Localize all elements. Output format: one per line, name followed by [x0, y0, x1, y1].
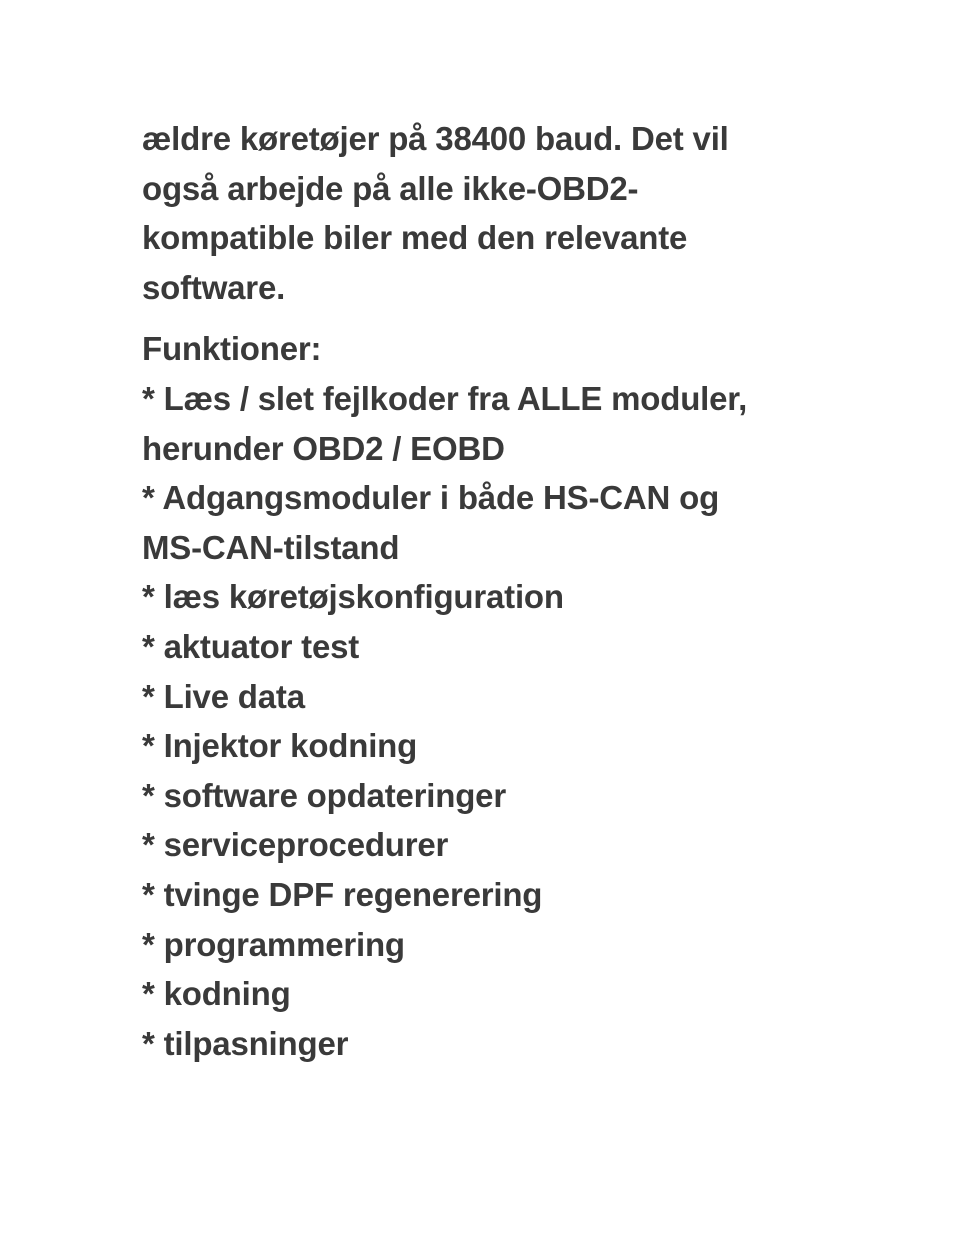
- feature-item: [142, 771, 822, 821]
- feature-item: [142, 870, 822, 920]
- feature-line: * serviceprocedurer: [142, 826, 449, 864]
- feature-item: [142, 920, 822, 970]
- feature-line: herunder OBD2 / EOBD: [142, 429, 505, 467]
- document-page: [142, 114, 822, 1068]
- feature-item: [142, 1019, 822, 1069]
- features-heading: Funktioner:: [142, 330, 322, 368]
- feature-item: [142, 672, 822, 722]
- intro-line: software.: [142, 268, 286, 306]
- intro-line: kompatible biler med den relevante: [142, 219, 688, 257]
- feature-item: [142, 572, 822, 622]
- feature-line: * programmering: [142, 925, 405, 963]
- feature-line: * læs køretøjskonfiguration: [142, 578, 564, 616]
- feature-line: * Læs / slet fejlkoder fra ALLE moduler,: [142, 379, 748, 417]
- features-list: [142, 374, 822, 1068]
- feature-line: * tilpasninger: [142, 1024, 349, 1062]
- feature-item: [142, 969, 822, 1019]
- feature-item: [142, 473, 822, 572]
- feature-item: [142, 622, 822, 672]
- feature-item: [142, 721, 822, 771]
- intro-line: også arbejde på alle ikke-OBD2-: [142, 169, 639, 207]
- feature-item: [142, 820, 822, 870]
- feature-line: * Injektor kodning: [142, 727, 418, 765]
- feature-line: * software opdateringer: [142, 776, 506, 814]
- feature-line: * Live data: [142, 677, 305, 715]
- feature-line: * aktuator test: [142, 627, 360, 665]
- feature-line: MS-CAN-tilstand: [142, 528, 400, 566]
- feature-item: [142, 374, 822, 473]
- feature-line: * kodning: [142, 975, 291, 1013]
- feature-line: * Adgangsmoduler i både HS-CAN og: [142, 479, 720, 517]
- intro-line: ældre køretøjer på 38400 baud. Det vil: [142, 120, 729, 157]
- intro-paragraph: [142, 114, 822, 312]
- feature-line: * tvinge DPF regenerering: [142, 875, 543, 913]
